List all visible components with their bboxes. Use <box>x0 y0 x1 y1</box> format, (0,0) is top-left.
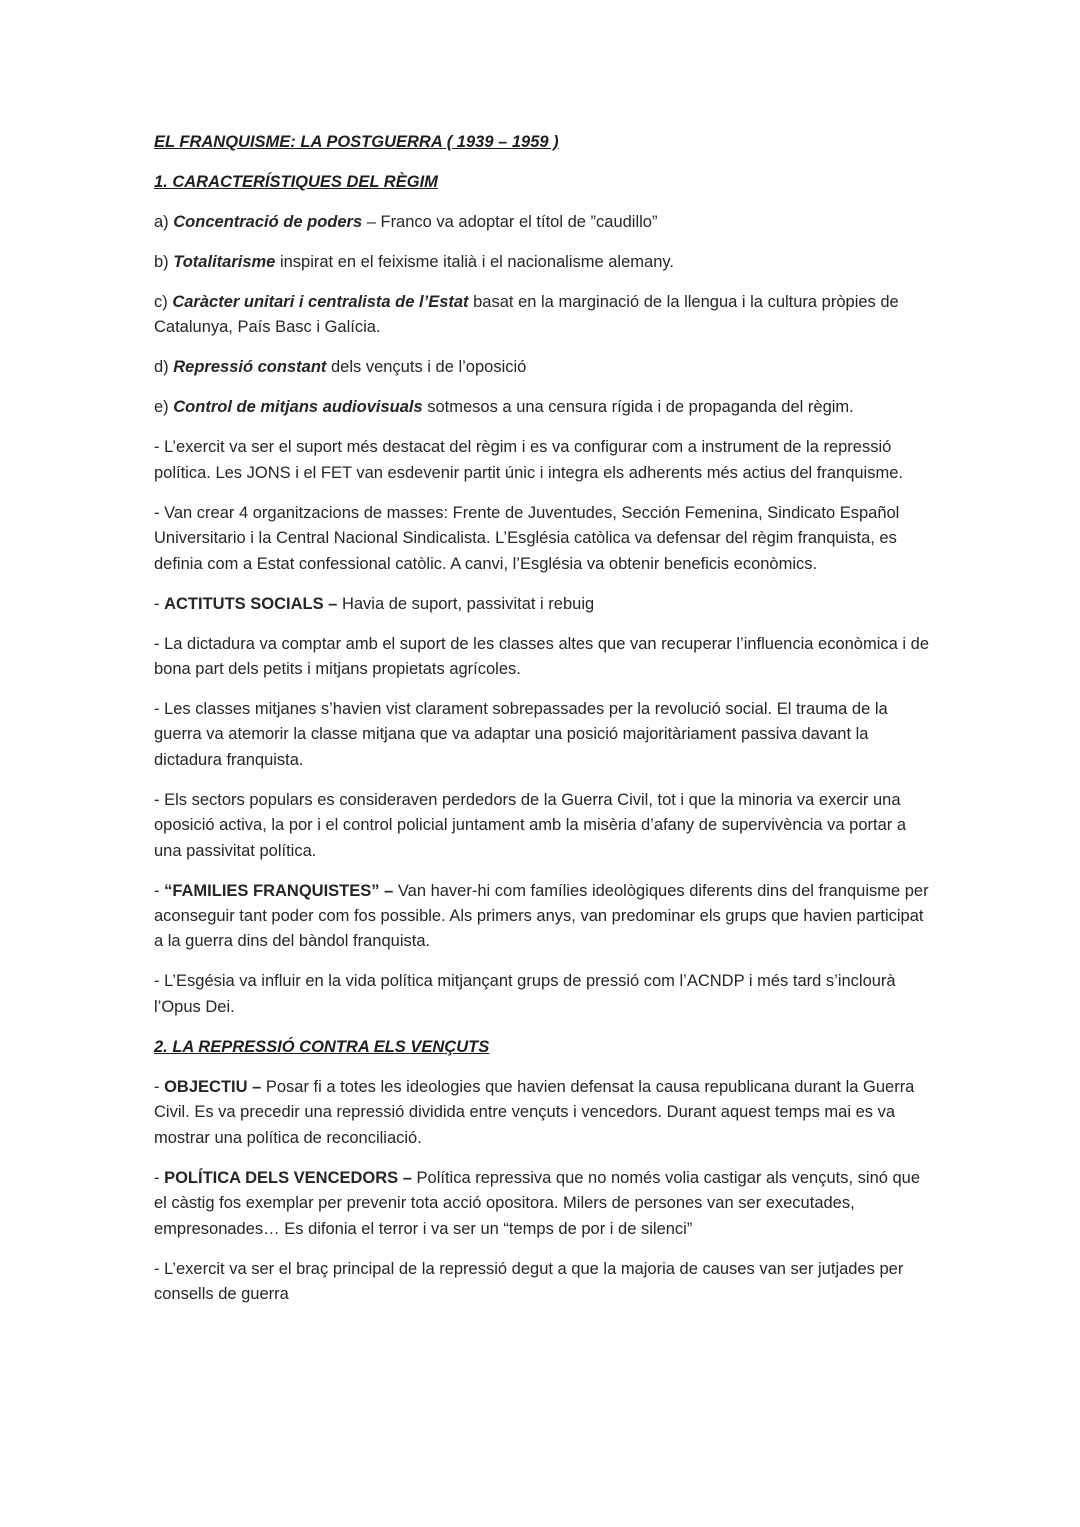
paragraph-organitzacions: - Van crear 4 organitzacions de masses: Frente de Juventudes, Sección Femenina, Sindicato Español Universitario i la Central Nacional Sindicalista. L’Església catòlica va defensar del règim franquista, es definia com a Estat confessional catòlic. A canvi, l’Església va obtenir beneficis econòmics. <box>154 503 900 573</box>
item-c <box>154 290 934 341</box>
bold-term: “FAMILIES FRANQUISTES” – <box>164 881 394 900</box>
item-text: sotmesos a una censura rígida i de propaganda del règim. <box>422 398 854 417</box>
item-prefix: c) <box>154 293 173 311</box>
bullet-text: Havia de suport, passivitat i rebuig <box>337 594 595 613</box>
item-prefix: e) <box>154 398 174 417</box>
bold-term: OBJECTIU – <box>164 1077 262 1096</box>
bullet-text: Van haver-hi com famílies ideològiques diferents dins del franquisme per aconseguir tant poder com fos possible. Als primers anys, van predominar els grups que havien participat a la guerra dins del bàndol franquista. <box>154 881 929 951</box>
item-term: Repressió constant <box>173 358 327 377</box>
item-term: Control de mitjans audiovisuals <box>173 398 423 417</box>
bullet-prefix: - <box>154 594 165 613</box>
bullet-prefix: - <box>154 881 165 900</box>
bold-term: ACTITUTS SOCIALS – <box>164 594 338 613</box>
item-prefix: a) <box>154 213 174 231</box>
paragraph-classes-mitjanes: - Les classes mitjanes s’havien vist clarament sobrepassades per la revolució social. El trauma de la guerra va atemorir la classe mitjana que va adaptar una posició majoritàriament passiva davant la dictadura franquista. <box>154 700 888 769</box>
item-a <box>154 210 934 235</box>
section-heading-repressio: 2. LA REPRESSIÓ CONTRA ELS VENÇUTS <box>154 1037 490 1056</box>
bold-term: POLÍTICA DELS VENCEDORS – <box>164 1168 412 1187</box>
item-prefix: b) <box>154 253 174 271</box>
paragraph-exercit: - L’exercit va ser el suport més destacat del règim i es va configurar com a instrument de la repressió política. Les JONS i el FET van esdevenir partit únic i integra els adherents més actius del franquisme. <box>154 438 903 482</box>
bullet-text: Posar fi a totes les ideologies que havien defensat la causa republicana durant la Guerra Civil. Es va precedir una repressió dividida entre vençuts i vencedors. Durant aquest temps mai es va mostrar una política de reconciliació. <box>154 1077 915 1147</box>
item-d <box>154 355 934 380</box>
item-b <box>154 250 934 275</box>
item-term: Concentració de poders <box>173 213 363 231</box>
item-e <box>154 395 934 420</box>
bullet-text: Política repressiva que no només volia castigar als vençuts, sinó que el càstig fos exemplar per prevenir tota acció opositora. Milers de persones van ser executades, empresonades… Es difonia el terror i va ser un “temps de por i de silenci” <box>154 1168 921 1238</box>
section-heading-caracteristiques: 1. CARACTERÍSTIQUES DEL RÈGIM <box>154 173 438 191</box>
paragraph-exercit-repressio: - L’exercit va ser el braç principal de la repressió degut a que la majoria de causes van ser jutjades per consells de guerra <box>154 1259 904 1303</box>
item-text: basat en la marginació de la llengua i la cultura pròpies de Catalunya, País Basc i Galícia. <box>154 293 899 337</box>
item-text: – Franco va adoptar el títol de ”caudillo” <box>362 213 658 231</box>
item-text: inspirat en el feixisme italià i el nacionalisme alemany. <box>275 253 674 271</box>
item-term: Caràcter unitari i centralista de l’Estat <box>172 293 469 311</box>
document-title: EL FRANQUISME: LA POSTGUERRA ( 1939 – 1959 ) <box>154 133 559 151</box>
paragraph-actituds-socials <box>154 592 934 617</box>
paragraph-classes-altes: - La dictadura va comptar amb el suport de les classes altes que van recuperar l’influencia econòmica i de bona part dels petits i mitjans propietats agrícoles. <box>154 634 929 679</box>
bullet-prefix: - <box>154 1168 165 1187</box>
item-term: Totalitarisme <box>173 253 276 271</box>
paragraph-families-franquistes <box>154 879 934 955</box>
bullet-prefix: - <box>154 1077 165 1096</box>
item-prefix: d) <box>154 358 174 377</box>
paragraph-sectors-populars: - Els sectors populars es consideraven perdedors de la Guerra Civil, tot i que la minoria va exercir una oposició activa, la por i el control policial juntament amb la misèria d’afany de supervivència va portar a una passivitat política. <box>154 790 907 860</box>
paragraph-politica-vencedors <box>154 1166 934 1242</box>
paragraph-objectiu <box>154 1075 934 1151</box>
document-content <box>154 130 934 1322</box>
item-text: dels vençuts i de l’oposició <box>326 358 527 377</box>
paragraph-esglesia: - L’Esgésia va influir en la vida política mitjançant grups de pressió com l’ACNDP i més tard s’inclourà l’Opus Dei. <box>154 972 896 1016</box>
